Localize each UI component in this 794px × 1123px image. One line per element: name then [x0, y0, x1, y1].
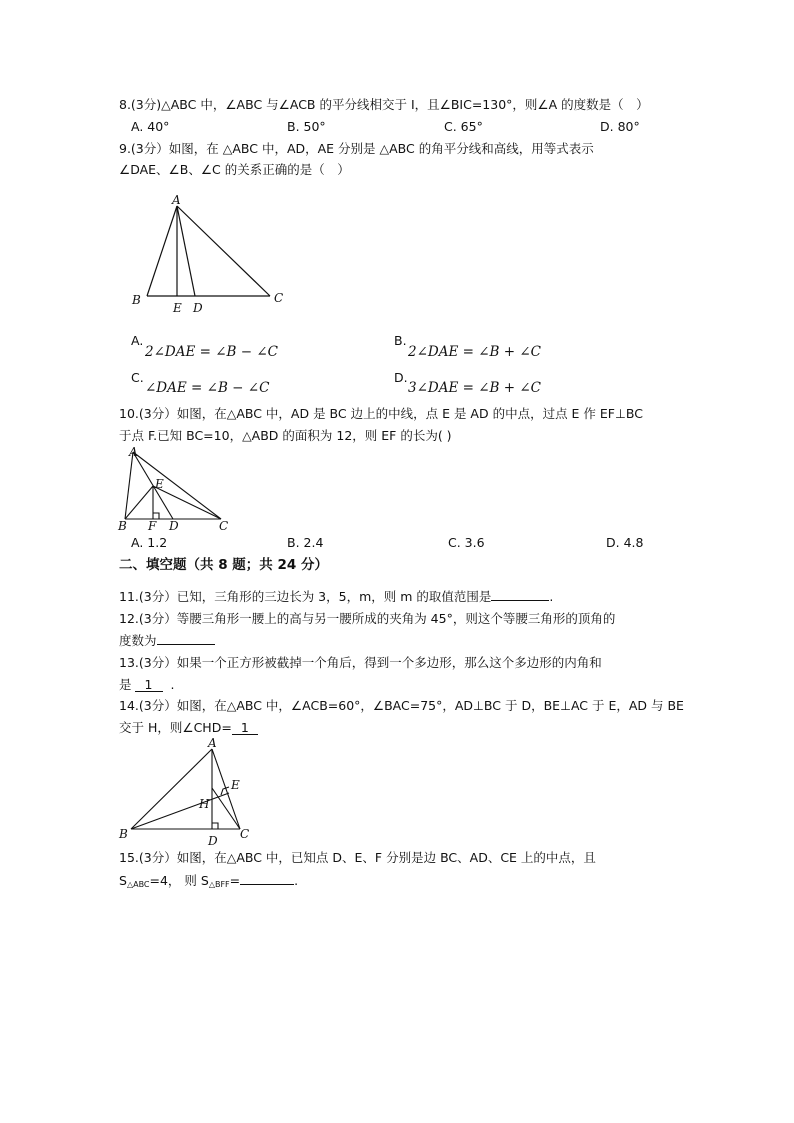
q14-prefix: 交于 H，则∠CHD= [119, 720, 232, 735]
q14-label-a: A [208, 736, 217, 750]
q11-period: . [549, 589, 554, 604]
q13-line2 [119, 677, 175, 693]
q12-line1: 12.(3分）等腰三角形一腰上的高与另一腰所成的夹角为 45°，则这个等腰三角形的顶角的 [119, 611, 616, 626]
q10-label-f: F [148, 519, 157, 533]
q8-option-d: D. 80° [600, 119, 640, 134]
q9-stem-line1: 9.(3分）如图，在 △ABC 中，AD，AE 分别是 △ABC 的角平分线和高线，用等式表示 [119, 141, 594, 156]
q10-option-a: A. 1.2 [131, 535, 168, 550]
q10-stem-line2: 于点 F.已知 BC=10，△ABD 的面积为 12，则 EF 的长为( ) [119, 428, 452, 443]
section-heading-fill-in: 二、填空题（共 8 题；共 24 分） [119, 557, 328, 573]
q15-line1: 15.(3分）如图，在△ABC 中，已知点 D、E、F 分别是边 BC、AD、CE 上的中点，且 [119, 850, 596, 865]
q9-option-d-letter: D. [394, 370, 408, 385]
q9-triangle-figure [125, 190, 295, 320]
q10-option-c: C. 3.6 [448, 535, 485, 550]
q9-option-b-letter: B. [394, 333, 407, 348]
q14-label-b: B [119, 827, 128, 841]
q15-sub-abc: △ABC [126, 880, 150, 889]
q10-label-d: D [169, 519, 179, 533]
q13-line1: 13.(3分）如果一个正方形被截掉一个角后，得到一个多边形，那么这个多边形的内角和 [119, 655, 602, 670]
q14-label-h: H [199, 797, 210, 811]
q9-label-d: D [193, 301, 203, 315]
q14-triangle-figure [115, 736, 260, 851]
q10-label-b: B [118, 519, 127, 533]
q9-option-a-letter: A. [131, 333, 144, 348]
q11-answer-blank[interactable] [491, 600, 549, 601]
q14-line1: 14.(3分）如图，在△ABC 中，∠ACB=60°，∠BAC=75°，AD⊥BC 于 D，BE⊥AC 于 E，AD 与 BE [119, 698, 684, 713]
q15-eq1: =4， 则 [149, 873, 201, 888]
q14-label-c: C [240, 827, 250, 841]
q12-line2 [119, 633, 215, 649]
q14-answer-blank[interactable]: 1 [232, 721, 258, 735]
q10-stem-line1: 10.(3分）如图，在△ABC 中，AD 是 BC 边上的中线，点 E 是 AD 的中点，过点 E 作 EF⊥BC [119, 406, 643, 421]
q8-option-b: B. 50° [287, 119, 326, 134]
q10-option-b: B. 2.4 [287, 535, 324, 550]
q9-option-a-expr: 2∠DAE = ∠B − ∠C [145, 344, 278, 360]
q14-label-d: D [208, 834, 218, 848]
q9-option-b-expr: 2∠DAE = ∠B + ∠C [408, 344, 541, 360]
q15-answer-blank[interactable] [240, 884, 294, 885]
q9-stem-line2: ∠DAE、∠B、∠C 的关系正确的是（ ） [119, 162, 350, 177]
q9-label-c: C [274, 291, 284, 305]
q10-label-c: C [219, 519, 229, 533]
q9-option-d-expr: 3∠DAE = ∠B + ∠C [408, 380, 541, 396]
q13-answer-blank[interactable]: 1 [135, 678, 163, 692]
q9-label-e: E [173, 301, 182, 315]
q10-option-d: D. 4.8 [606, 535, 644, 550]
q12-answer-blank[interactable] [157, 644, 215, 645]
q14-line2 [119, 720, 258, 736]
q15-s2: S [200, 873, 209, 888]
q9-option-c-letter: C. [131, 370, 144, 385]
q9-label-a: A [172, 193, 181, 207]
q11-text: 11.(3分）已知，三角形的三边长为 3，5，m，则 m 的取值范围是 [119, 589, 492, 604]
q14-label-e: E [231, 778, 240, 792]
q9-label-b: B [132, 293, 141, 307]
q10-label-a: A [129, 445, 138, 459]
q10-triangle-figure [115, 446, 245, 536]
q10-label-e: E [155, 477, 164, 491]
q15-sub-bff: △BFF [208, 880, 230, 889]
q12-prefix: 度数为 [119, 633, 157, 648]
q11-line [119, 589, 553, 605]
q8-option-c: C. 65° [444, 119, 483, 134]
q15-period: . [294, 873, 299, 888]
q8-stem: 8.(3分)△ABC 中，∠ABC 与∠ACB 的平分线相交于 I，且∠BIC=130°，则∠A 的度数是（ ） [119, 97, 649, 112]
q8-option-a: A. 40° [131, 119, 170, 134]
q9-option-c-expr: ∠DAE = ∠B − ∠C [145, 380, 270, 396]
q15-line2 [119, 873, 298, 893]
q15-s1: S [119, 873, 127, 888]
q13-period: . [170, 677, 175, 692]
q15-eq2: = [229, 873, 241, 888]
q13-prefix: 是 [119, 677, 132, 692]
